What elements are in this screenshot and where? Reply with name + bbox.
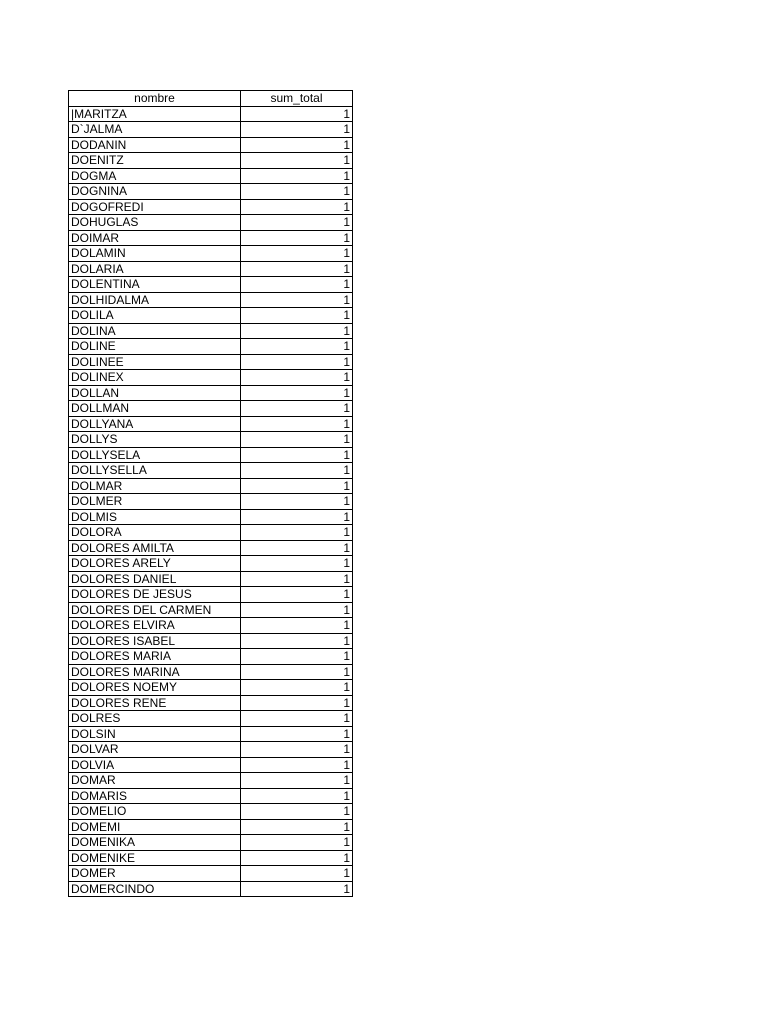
cell-sum-total: 1 bbox=[241, 463, 353, 479]
cell-nombre: DOMAR bbox=[69, 773, 241, 789]
cell-sum-total: 1 bbox=[241, 215, 353, 231]
cell-sum-total: 1 bbox=[241, 370, 353, 386]
table-row bbox=[69, 866, 353, 882]
cell-sum-total: 1 bbox=[241, 277, 353, 293]
cell-sum-total: 1 bbox=[241, 819, 353, 835]
cell-sum-total: 1 bbox=[241, 106, 353, 122]
table-row bbox=[69, 122, 353, 138]
cell-sum-total: 1 bbox=[241, 447, 353, 463]
table-row bbox=[69, 602, 353, 618]
cell-nombre: DOLLMAN bbox=[69, 401, 241, 417]
cell-nombre: DOLORA bbox=[69, 525, 241, 541]
table-row bbox=[69, 788, 353, 804]
table-row bbox=[69, 587, 353, 603]
table-row bbox=[69, 540, 353, 556]
table-row bbox=[69, 153, 353, 169]
cell-nombre: DOLMER bbox=[69, 494, 241, 510]
header-row bbox=[69, 91, 353, 107]
table-row bbox=[69, 726, 353, 742]
cell-nombre: DOMENIKE bbox=[69, 850, 241, 866]
table-row bbox=[69, 773, 353, 789]
cell-sum-total: 1 bbox=[241, 292, 353, 308]
table-row bbox=[69, 370, 353, 386]
cell-nombre: DOLORES DE JESUS bbox=[69, 587, 241, 603]
cell-nombre: DOLSIN bbox=[69, 726, 241, 742]
cell-nombre: DOMELIO bbox=[69, 804, 241, 820]
cell-sum-total: 1 bbox=[241, 788, 353, 804]
cell-nombre: DOENITZ bbox=[69, 153, 241, 169]
cell-sum-total: 1 bbox=[241, 478, 353, 494]
table-row bbox=[69, 168, 353, 184]
cell-sum-total: 1 bbox=[241, 587, 353, 603]
table-row bbox=[69, 509, 353, 525]
cell-sum-total: 1 bbox=[241, 649, 353, 665]
cell-nombre: DOLORES RENE bbox=[69, 695, 241, 711]
cell-sum-total: 1 bbox=[241, 757, 353, 773]
cell-nombre: |MARITZA bbox=[69, 106, 241, 122]
table-row bbox=[69, 649, 353, 665]
cell-nombre: DOLRES bbox=[69, 711, 241, 727]
cell-sum-total: 1 bbox=[241, 618, 353, 634]
cell-nombre: DOGOFREDI bbox=[69, 199, 241, 215]
table-row bbox=[69, 354, 353, 370]
cell-nombre: DOLILA bbox=[69, 308, 241, 324]
cell-nombre: DOLORES ELVIRA bbox=[69, 618, 241, 634]
cell-nombre: DOIMAR bbox=[69, 230, 241, 246]
table-row bbox=[69, 261, 353, 277]
cell-nombre: DOLORES MARINA bbox=[69, 664, 241, 680]
table-row bbox=[69, 850, 353, 866]
cell-nombre: DOLMAR bbox=[69, 478, 241, 494]
cell-sum-total: 1 bbox=[241, 168, 353, 184]
cell-nombre: DOLORES ARELY bbox=[69, 556, 241, 572]
table-row bbox=[69, 478, 353, 494]
table-row bbox=[69, 804, 353, 820]
cell-nombre: DOLLYSELLA bbox=[69, 463, 241, 479]
cell-nombre: DOMERCINDO bbox=[69, 881, 241, 897]
cell-sum-total: 1 bbox=[241, 695, 353, 711]
cell-nombre: DOMENIKA bbox=[69, 835, 241, 851]
table-row bbox=[69, 385, 353, 401]
cell-sum-total: 1 bbox=[241, 726, 353, 742]
cell-nombre: DOLVIA bbox=[69, 757, 241, 773]
cell-sum-total: 1 bbox=[241, 664, 353, 680]
table-row bbox=[69, 881, 353, 897]
cell-nombre: DOLVAR bbox=[69, 742, 241, 758]
table-row bbox=[69, 695, 353, 711]
cell-sum-total: 1 bbox=[241, 385, 353, 401]
cell-nombre: DOLORES NOEMY bbox=[69, 680, 241, 696]
cell-sum-total: 1 bbox=[241, 680, 353, 696]
cell-nombre: DOGMA bbox=[69, 168, 241, 184]
cell-nombre: DOLLAN bbox=[69, 385, 241, 401]
cell-sum-total: 1 bbox=[241, 122, 353, 138]
table-header bbox=[69, 91, 353, 107]
cell-nombre: DODANIN bbox=[69, 137, 241, 153]
column-header-nombre: nombre bbox=[69, 91, 241, 107]
table-row bbox=[69, 680, 353, 696]
cell-sum-total: 1 bbox=[241, 850, 353, 866]
table-row bbox=[69, 184, 353, 200]
cell-nombre: DOMEMI bbox=[69, 819, 241, 835]
cell-sum-total: 1 bbox=[241, 354, 353, 370]
table-row bbox=[69, 742, 353, 758]
cell-nombre: DOLINA bbox=[69, 323, 241, 339]
cell-sum-total: 1 bbox=[241, 804, 353, 820]
cell-nombre: DOLLYSELA bbox=[69, 447, 241, 463]
cell-sum-total: 1 bbox=[241, 835, 353, 851]
cell-sum-total: 1 bbox=[241, 540, 353, 556]
cell-sum-total: 1 bbox=[241, 509, 353, 525]
cell-sum-total: 1 bbox=[241, 881, 353, 897]
table-row bbox=[69, 215, 353, 231]
table-row bbox=[69, 432, 353, 448]
table-row bbox=[69, 323, 353, 339]
table-row bbox=[69, 463, 353, 479]
table-row bbox=[69, 835, 353, 851]
cell-sum-total: 1 bbox=[241, 323, 353, 339]
cell-nombre: DOLENTINA bbox=[69, 277, 241, 293]
cell-sum-total: 1 bbox=[241, 602, 353, 618]
names-table bbox=[68, 90, 353, 897]
table-row bbox=[69, 447, 353, 463]
cell-nombre: DOLINEE bbox=[69, 354, 241, 370]
table-body bbox=[69, 106, 353, 897]
cell-sum-total: 1 bbox=[241, 525, 353, 541]
table-row bbox=[69, 525, 353, 541]
cell-nombre: DOLAMIN bbox=[69, 246, 241, 262]
cell-sum-total: 1 bbox=[241, 153, 353, 169]
cell-sum-total: 1 bbox=[241, 866, 353, 882]
cell-nombre: DOLINE bbox=[69, 339, 241, 355]
table-row bbox=[69, 633, 353, 649]
cell-nombre: DOLORES MARIA bbox=[69, 649, 241, 665]
cell-nombre: DOHUGLAS bbox=[69, 215, 241, 231]
table-row bbox=[69, 556, 353, 572]
table-row bbox=[69, 571, 353, 587]
cell-nombre: DOLORES ISABEL bbox=[69, 633, 241, 649]
table-row bbox=[69, 416, 353, 432]
cell-nombre: D`JALMA bbox=[69, 122, 241, 138]
table-row bbox=[69, 339, 353, 355]
table-row bbox=[69, 308, 353, 324]
table-row bbox=[69, 664, 353, 680]
table-row bbox=[69, 401, 353, 417]
table-row bbox=[69, 106, 353, 122]
cell-sum-total: 1 bbox=[241, 416, 353, 432]
table-row bbox=[69, 618, 353, 634]
cell-sum-total: 1 bbox=[241, 230, 353, 246]
table-row bbox=[69, 277, 353, 293]
table-row bbox=[69, 199, 353, 215]
cell-sum-total: 1 bbox=[241, 137, 353, 153]
cell-nombre: DOLHIDALMA bbox=[69, 292, 241, 308]
cell-sum-total: 1 bbox=[241, 308, 353, 324]
cell-nombre: DOLORES DANIEL bbox=[69, 571, 241, 587]
cell-nombre: DOLARIA bbox=[69, 261, 241, 277]
cell-sum-total: 1 bbox=[241, 742, 353, 758]
cell-nombre: DOLLYS bbox=[69, 432, 241, 448]
cell-sum-total: 1 bbox=[241, 432, 353, 448]
cell-nombre: DOLLYANA bbox=[69, 416, 241, 432]
cell-sum-total: 1 bbox=[241, 246, 353, 262]
cell-sum-total: 1 bbox=[241, 633, 353, 649]
cell-sum-total: 1 bbox=[241, 494, 353, 510]
cell-sum-total: 1 bbox=[241, 711, 353, 727]
cell-sum-total: 1 bbox=[241, 571, 353, 587]
cell-nombre: DOGNINA bbox=[69, 184, 241, 200]
cell-nombre: DOLORES AMILTA bbox=[69, 540, 241, 556]
table-row bbox=[69, 757, 353, 773]
cell-nombre: DOMARIS bbox=[69, 788, 241, 804]
cell-nombre: DOLORES DEL CARMEN bbox=[69, 602, 241, 618]
table-row bbox=[69, 819, 353, 835]
table-row bbox=[69, 230, 353, 246]
cell-sum-total: 1 bbox=[241, 401, 353, 417]
table-row bbox=[69, 292, 353, 308]
cell-sum-total: 1 bbox=[241, 339, 353, 355]
cell-sum-total: 1 bbox=[241, 556, 353, 572]
cell-nombre: DOLMIS bbox=[69, 509, 241, 525]
table-row bbox=[69, 246, 353, 262]
table-row bbox=[69, 711, 353, 727]
cell-sum-total: 1 bbox=[241, 261, 353, 277]
cell-sum-total: 1 bbox=[241, 199, 353, 215]
cell-nombre: DOMER bbox=[69, 866, 241, 882]
cell-nombre: DOLINEX bbox=[69, 370, 241, 386]
column-header-sum-total: sum_total bbox=[241, 91, 353, 107]
cell-sum-total: 1 bbox=[241, 184, 353, 200]
cell-sum-total: 1 bbox=[241, 773, 353, 789]
table-row bbox=[69, 494, 353, 510]
table-row bbox=[69, 137, 353, 153]
